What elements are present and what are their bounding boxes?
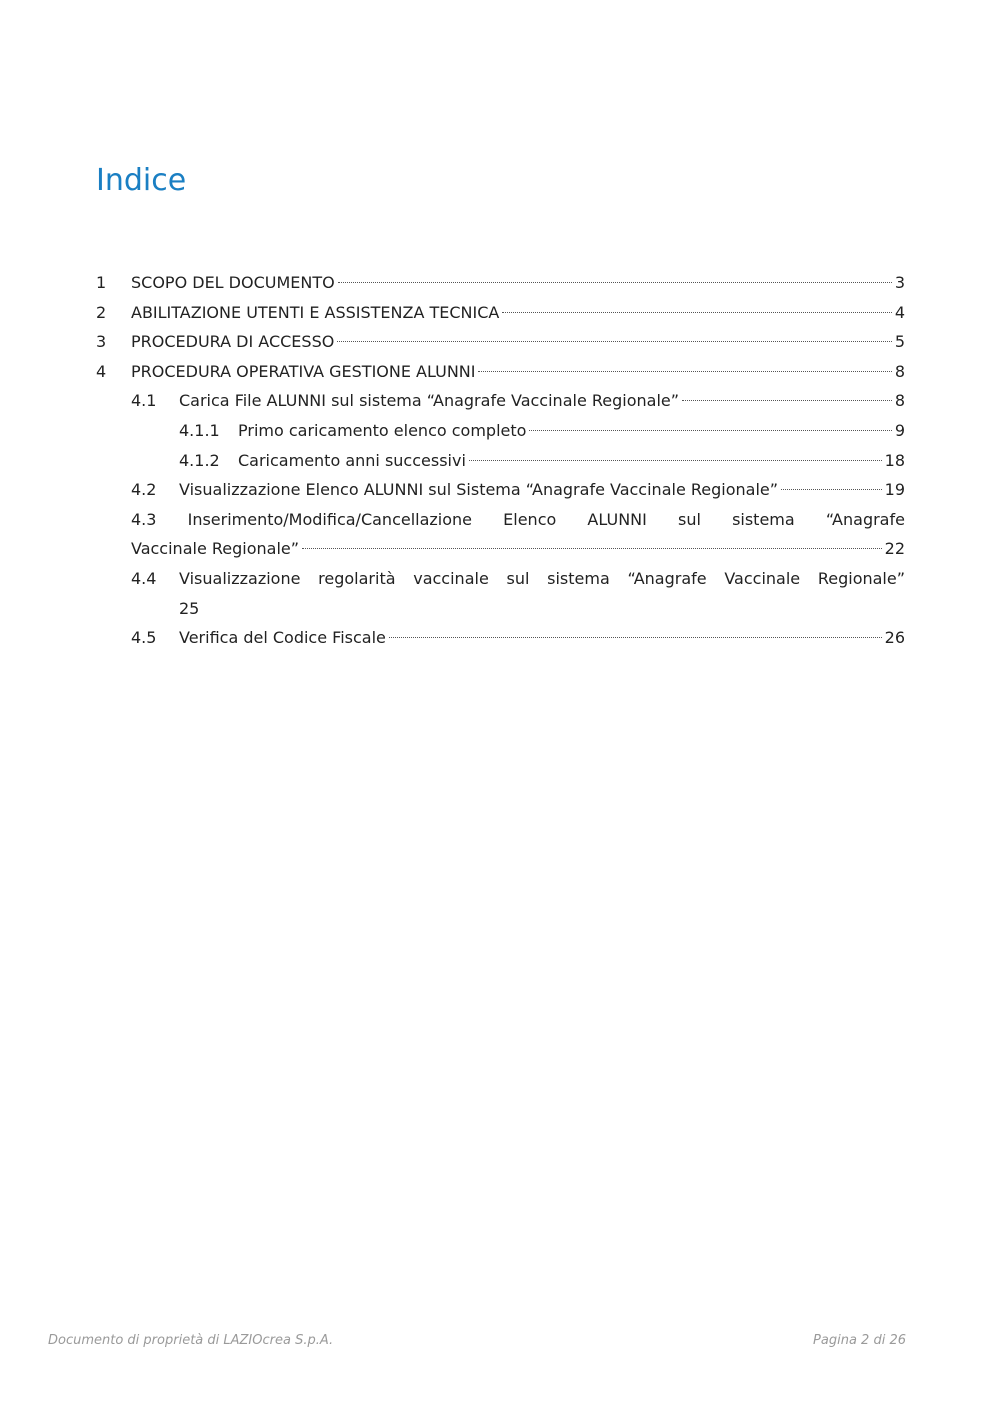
toc-entry-title: Primo caricamento elenco completo xyxy=(238,420,527,440)
footer-page-number: Pagina 2 di 26 xyxy=(813,1333,906,1348)
toc-entry-4-1-2[interactable] xyxy=(96,446,905,476)
toc-entry-page: 25 xyxy=(179,598,200,618)
toc-entry-4-4[interactable] xyxy=(96,564,905,623)
toc-entry-page: 8 xyxy=(894,391,905,411)
toc-entry-number: 1 xyxy=(96,273,107,292)
toc-entry-number: 2 xyxy=(96,302,107,322)
toc-entry-4[interactable] xyxy=(96,357,905,387)
toc-entry-first-line xyxy=(131,505,905,535)
toc-entry-word: sistema xyxy=(732,509,795,529)
toc-entry-page: 9 xyxy=(894,420,905,440)
toc-entry-number: 3 xyxy=(96,332,107,352)
toc-entry-number: 4.3 xyxy=(131,509,157,529)
toc-entry-number: 4 xyxy=(96,361,107,381)
toc-entry-title: PROCEDURA DI ACCESSO xyxy=(131,332,335,352)
toc-entry-number: 4.1.2 xyxy=(179,450,220,470)
dot-leader xyxy=(338,282,892,283)
toc-entry-number: 4.1.1 xyxy=(179,420,220,440)
toc-entry-page: 8 xyxy=(894,361,905,381)
toc-entry-word: Inserimento/Modifica/Cancellazione xyxy=(187,509,473,529)
toc-entry-page: 26 xyxy=(884,628,905,648)
toc-entry-word: sul xyxy=(678,509,701,529)
toc-entry-page: 19 xyxy=(884,480,905,500)
toc-entry-number: 4.4 xyxy=(131,568,157,588)
toc-entry-title-continuation: Vaccinale Regionale” xyxy=(131,539,300,559)
toc-entry-word: ALUNNI xyxy=(587,509,647,529)
dot-leader xyxy=(469,460,882,461)
toc-entry-number: 4.2 xyxy=(131,480,157,500)
dot-leader xyxy=(682,400,892,401)
toc-entry-number: 4.1 xyxy=(131,391,157,411)
toc-entry-page: 4 xyxy=(894,302,905,322)
toc-entry-4-1-1[interactable] xyxy=(96,416,905,446)
footer-ownership-note: Documento di proprietà di LAZIOcrea S.p.A. xyxy=(48,1333,334,1348)
toc-entry-word: Elenco xyxy=(503,509,557,529)
toc-entry-2[interactable] xyxy=(96,298,905,328)
toc-entry-title: Carica File ALUNNI sul sistema “Anagrafe Vaccinale Regionale” xyxy=(179,391,680,411)
toc-entry-page: 18 xyxy=(884,450,905,470)
dot-leader xyxy=(529,430,891,431)
dot-leader xyxy=(478,371,891,372)
page-title: Indice xyxy=(96,163,187,198)
toc-entry-page: 22 xyxy=(884,539,905,559)
toc-entry-4-5[interactable] xyxy=(96,623,905,653)
toc-entry-3[interactable] xyxy=(96,327,905,357)
toc-entry-page: 3 xyxy=(894,273,905,292)
dot-leader xyxy=(389,637,882,638)
toc-entry-title: Verifica del Codice Fiscale xyxy=(179,628,386,648)
dot-leader xyxy=(337,341,891,342)
toc-entry-4-1[interactable] xyxy=(96,386,905,416)
dot-leader xyxy=(302,548,882,549)
toc-entry-title: Visualizzazione Elenco ALUNNI sul Sistema “Anagrafe Vaccinale Regionale” xyxy=(179,480,779,500)
toc-entry-title: Visualizzazione regolarità vaccinale sul sistema “Anagrafe Vaccinale Regionale” xyxy=(179,568,905,588)
dot-leader xyxy=(781,489,882,490)
toc-entry-word: “Anagrafe xyxy=(825,509,905,529)
toc-entry-title: Caricamento anni successivi xyxy=(238,450,466,470)
toc-entry-page: 5 xyxy=(894,332,905,352)
toc-entry-title: SCOPO DEL DOCUMENTO xyxy=(131,273,335,292)
dot-leader xyxy=(502,312,891,313)
toc-entry-title: ABILITAZIONE UTENTI E ASSISTENZA TECNICA xyxy=(131,302,500,322)
toc-entry-second-line xyxy=(131,534,905,564)
toc-entry-title: PROCEDURA OPERATIVA GESTIONE ALUNNI xyxy=(131,361,476,381)
toc-entry-number: 4.5 xyxy=(131,628,157,648)
toc-entry-1[interactable] xyxy=(96,268,905,298)
toc-entry-4-3[interactable] xyxy=(131,505,905,564)
table-of-contents xyxy=(96,268,905,653)
toc-entry-4-2[interactable] xyxy=(96,475,905,505)
